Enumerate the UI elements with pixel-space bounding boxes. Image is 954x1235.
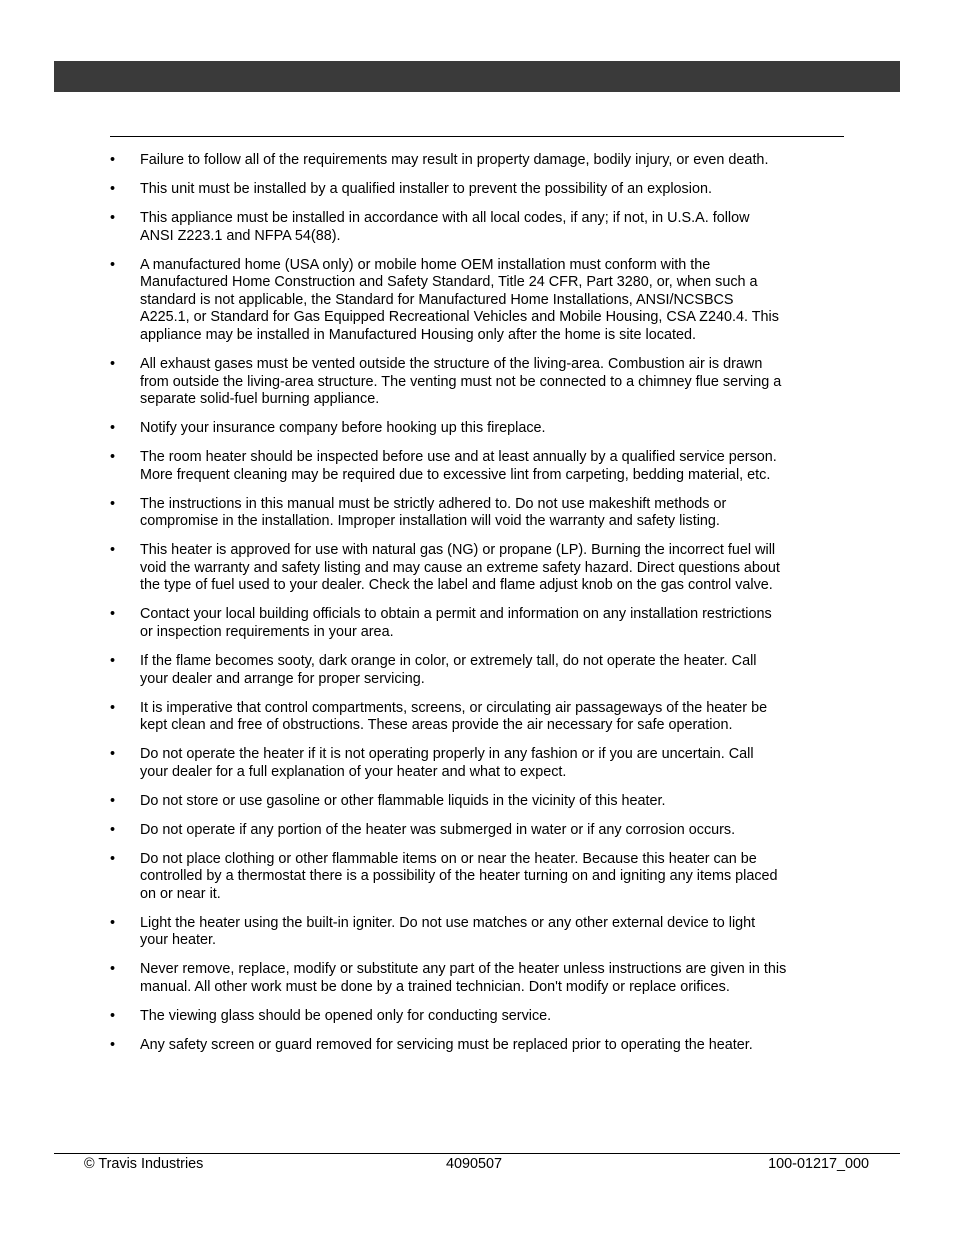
bullet-icon: •: [110, 850, 116, 867]
footer-date-code: 4090507: [446, 1156, 503, 1172]
list-item: [110, 653, 850, 688]
bullet-icon: •: [110, 821, 116, 838]
list-item: [110, 496, 850, 531]
bullet-icon: •: [110, 355, 116, 372]
list-item: [110, 1008, 850, 1026]
bullet-icon: •: [110, 652, 116, 669]
bullet-icon: •: [110, 209, 116, 226]
warning-text: It is imperative that control compartments, screens, or circulating air passageways of the heater be kept clean and free of obstructions. These areas provide the air necessary for safe operation.: [140, 699, 768, 734]
warning-text: This heater is approved for use with natural gas (NG) or propane (LP). Burning the incorrect fuel will void the warranty and safety listing and may cause an extreme safety hazard. Direct questions about the type of fuel used to your dealer. Check the label and flame adjust knob on the gas control valve.: [140, 542, 780, 594]
bullet-icon: •: [110, 961, 116, 978]
footer-divider: [54, 1153, 900, 1154]
list-item: [110, 746, 850, 781]
bullet-icon: •: [110, 180, 116, 197]
list-item: [110, 356, 850, 409]
warning-text: The viewing glass should be opened only for conducting service.: [140, 1008, 552, 1024]
footer-copyright: © Travis Industries: [84, 1156, 204, 1172]
section-header-bar: [54, 61, 900, 92]
warning-text: If the flame becomes sooty, dark orange in color, or extremely tall, do not operate the heater. Call your dealer and arrange for proper servicing.: [140, 652, 757, 687]
warning-text: Do not store or use gasoline or other flammable liquids in the vicinity of this heater.: [140, 792, 666, 809]
list-item: [110, 210, 850, 245]
list-item: [110, 851, 850, 904]
warning-text: Failure to follow all of the requirements may result in property damage, bodily injury, or even death.: [140, 152, 769, 168]
warning-text: Do not operate the heater if it is not operating properly in any fashion or if you are uncertain. Call your dealer for a full explanation of your heater and what to expect.: [140, 746, 754, 780]
warning-text: Light the heater using the built-in igniter. Do not use matches or any other external device to light your heater.: [140, 914, 756, 949]
section-divider: [110, 136, 844, 137]
warning-text: The room heater should be inspected before use and at least annually by a qualified service person. More frequent cleaning may be required due to excessive lint from carpeting, bedding material, etc.: [140, 449, 777, 483]
bullet-icon: •: [110, 542, 116, 559]
warning-text: All exhaust gases must be vented outside the structure of the living-area. Combustion air is drawn from outside the living-area structure. The venting must not be connected to a chimney flue serving a separate solid-fuel burning appliance.: [140, 355, 782, 408]
list-item: [110, 915, 850, 950]
bullet-icon: •: [110, 449, 116, 466]
warning-list: [110, 152, 850, 1066]
bullet-icon: •: [110, 746, 116, 763]
bullet-icon: •: [110, 495, 116, 512]
warning-text: This unit must be installed by a qualified installer to prevent the possibility of an explosion.: [140, 180, 712, 197]
bullet-icon: •: [110, 699, 116, 716]
list-item: [110, 961, 850, 996]
list-item: [110, 420, 850, 438]
warning-text: Do not place clothing or other flammable items on or near the heater. Because this heater can be controlled by a thermostat there is a possibility of the heater turning on and igniting any items placed on or near it.: [140, 850, 778, 902]
list-item: [110, 822, 850, 840]
bullet-icon: •: [110, 1008, 116, 1024]
bullet-icon: •: [110, 420, 116, 437]
bullet-icon: •: [110, 152, 116, 168]
warning-text: Any safety screen or guard removed for servicing must be replaced prior to operating the heater.: [140, 1036, 753, 1053]
warning-text: Do not operate if any portion of the heater was submerged in water or if any corrosion occurs.: [140, 821, 736, 838]
list-item: [110, 606, 850, 641]
list-item: [110, 793, 850, 811]
list-item: [110, 257, 850, 345]
list-item: [110, 181, 850, 199]
bullet-icon: •: [110, 1036, 116, 1053]
list-item: [110, 542, 850, 595]
footer-document-number: 100-01217_000: [768, 1156, 869, 1172]
bullet-icon: •: [110, 256, 116, 273]
warning-text: Notify your insurance company before hooking up this fireplace.: [140, 420, 546, 437]
bullet-icon: •: [110, 914, 116, 931]
list-item: [110, 449, 850, 484]
warning-text: The instructions in this manual must be strictly adhered to. Do not use makeshift methods or compromise in the installation. Improper installation will void the warranty and safety listing.: [140, 495, 727, 530]
warning-text: Contact your local building officials to obtain a permit and information on any installation restrictions or inspection requirements in your area.: [140, 606, 772, 640]
warning-text: A manufactured home (USA only) or mobile home OEM installation must conform with the Manufactured Home Construction and Safety Standard, Title 24 CFR, Part 3280, or, when such a standard is not applicable, the Standard for Manufactured Home Installations, ANSI/NCSBCS A225.1, or Standard for Gas Equipped Recreational Vehicles and Mobile Housing, CSA Z240.4. This appliance may be installed in Manufactured Housing only after the home is site located.: [140, 256, 779, 343]
list-item: [110, 152, 850, 170]
bullet-icon: •: [110, 606, 116, 623]
list-item: [110, 1037, 850, 1055]
warning-text: Never remove, replace, modify or substitute any part of the heater unless instructions are given in this manual. All other work must be done by a trained technician. Don't modify or replace orifices.: [140, 961, 787, 996]
bullet-icon: •: [110, 792, 116, 809]
list-item: [110, 700, 850, 735]
warning-text: This appliance must be installed in accordance with all local codes, if any; if not, in U.S.A. follow ANSI Z223.1 and NFPA 54(88).: [140, 209, 750, 244]
